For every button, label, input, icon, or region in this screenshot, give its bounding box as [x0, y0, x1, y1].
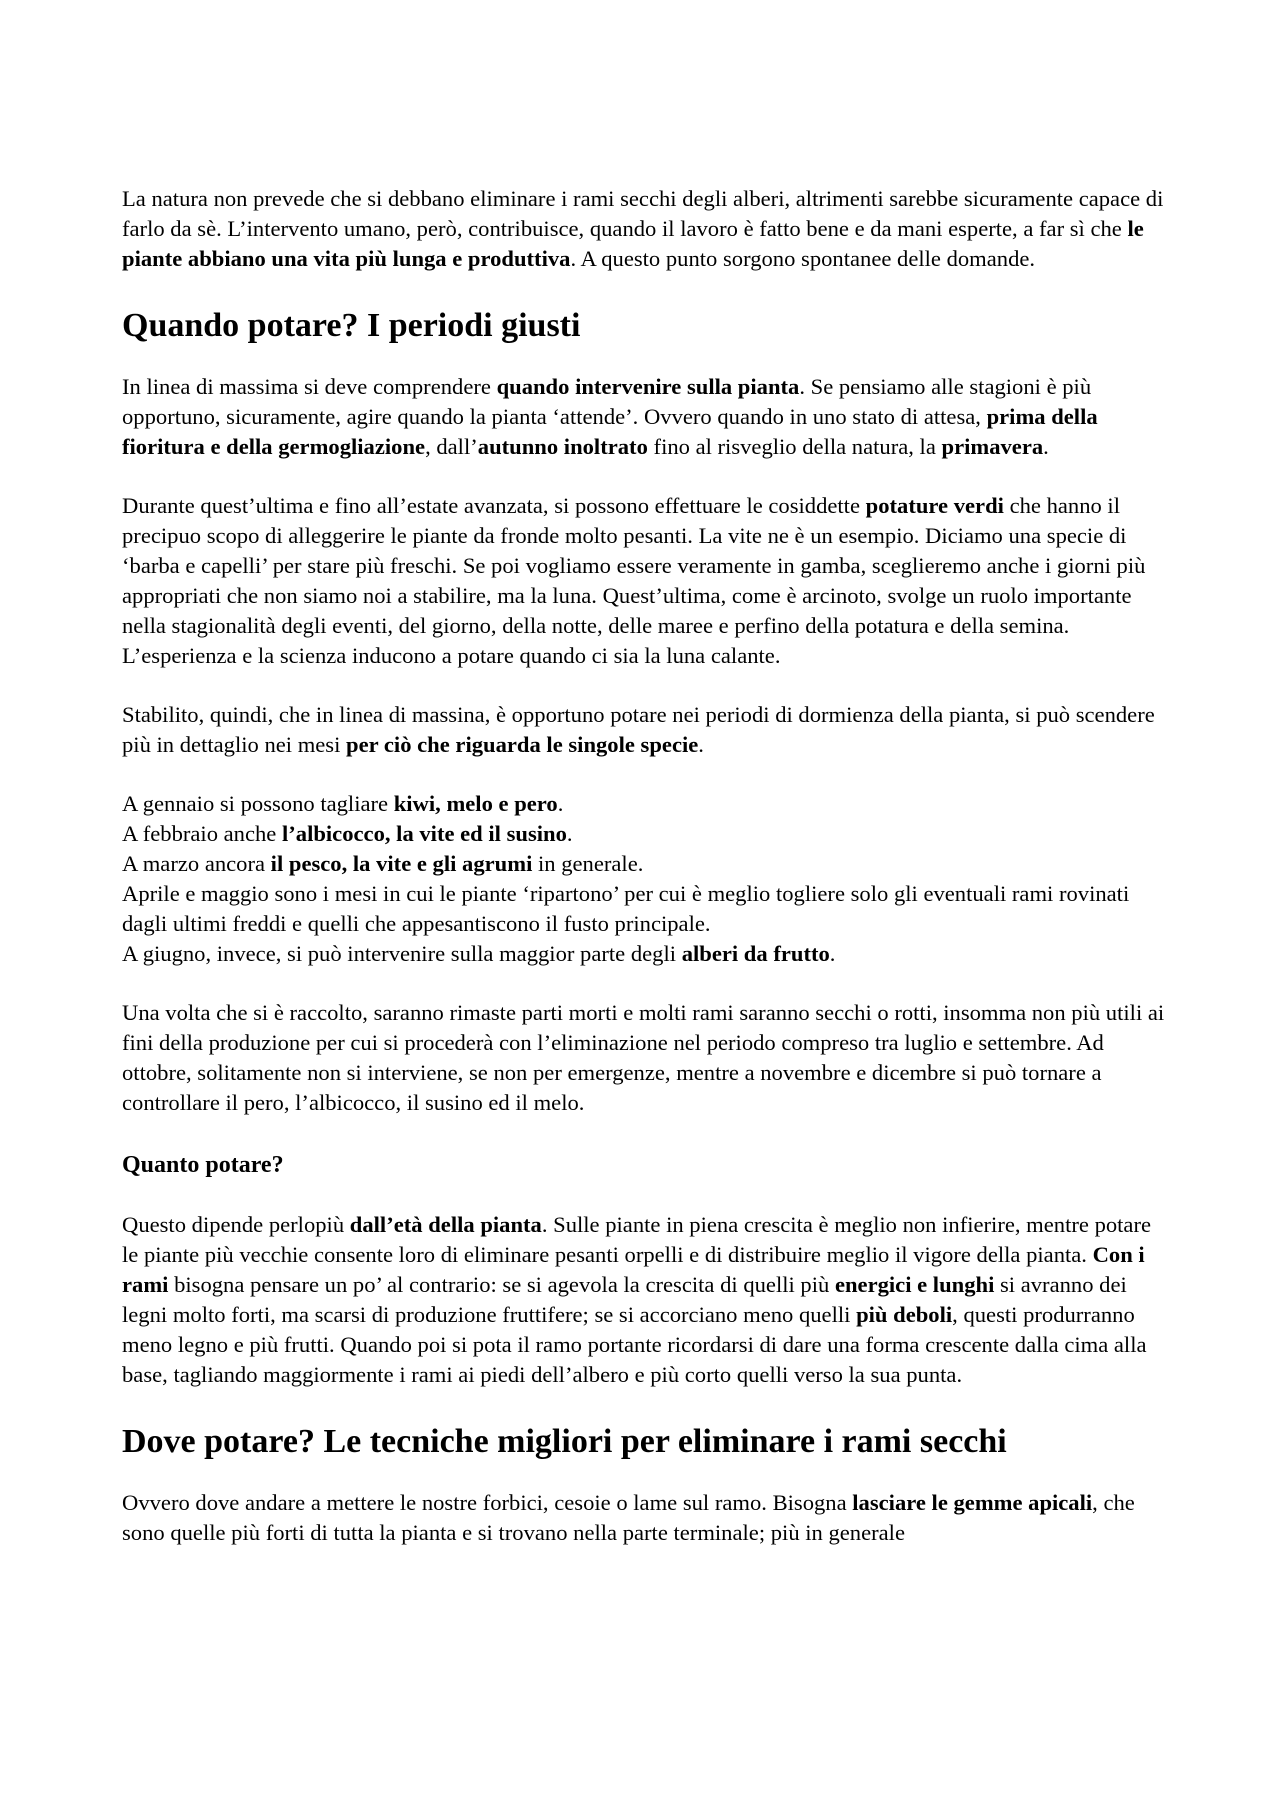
paragraph: In linea di massima si deve comprendere quando intervenire sulla pianta. Se pensiamo alle stagioni è più opportuno, sicuramente, agire quando la pianta ‘attende’. Ovvero quando in uno stato di attesa, prima della fioritura e della germogliazione, dall’autunno inoltrato fino al risveglio della natura, la primavera.	[122, 374, 1098, 459]
section-heading-quando: Quando potare? I periodi giusti	[122, 307, 581, 344]
paragraph: Stabilito, quindi, che in linea di massina, è opportuno potare nei periodi di dormienza della pianta, si può scendere più in dettaglio nei mesi per ciò che riguarda le singole specie.	[122, 702, 1155, 757]
paragraph: Durante quest’ultima e fino all’estate avanzata, si possono effettuare le cosiddette potature verdi che hanno il precipuo scopo di alleggerire le piante da fronde molto pesanti. La vite ne è un esempio. Diciamo una specie di ‘barba e capelli’ per stare più freschi. Se poi vogliamo essere veramente in gamba, sceglieremo anche i giorni più appropriati che non siamo noi a stabilire, ma la luna. Quest’ultima, come è arcinoto, svolge un ruolo importante nella stagionalità degli eventi, del giorno, della notte, delle maree e perfino della potatura e della semina. L’esperienza e la scienza inducono a potare quando ci sia la luna calante.	[122, 493, 1146, 668]
section-heading-quanto: Quanto potare?	[122, 1152, 284, 1178]
document-page	[122, 184, 1166, 1548]
text: La natura non prevede che si debbano eliminare i rami secchi degli alberi, altrimenti sarebbe sicuramente capace di farlo da sè. L’intervento umano, però, contribuisce, quando il lavoro è fatto bene e da mani esperte, a far sì che	[122, 186, 1164, 241]
section-heading-dove: Dove potare? Le tecniche migliori per eliminare i rami secchi	[122, 1423, 1007, 1460]
paragraph: Ovvero dove andare a mettere le nostre forbici, cesoie o lame sul ramo. Bisogna lasciare le gemme apicali, che sono quelle più forti di tutta la pianta e si trovano nella parte terminale; più in generale	[122, 1490, 1135, 1545]
months-list: A gennaio si possono tagliare kiwi, melo e pero. A febbraio anche l’albicocco, la vite ed il susino. A marzo ancora il pesco, la vite e gli agrumi in generale. Aprile e maggio sono i mesi in cui le piante ‘ripartono’ per cui è meglio togliere solo gli eventuali rami rovinati dagli ultimi freddi e quelli che appesantiscono il fusto principale. A giugno, invece, si può intervenire sulla maggior parte degli alberi da frutto.	[122, 791, 1130, 966]
paragraph: Questo dipende perlopiù dall’età della pianta. Sulle piante in piena crescita è meglio non infierire, mentre potare le piante più vecchie consente loro di eliminare pesanti orpelli e di distribuire meglio il vigore della pianta. Con i rami bisogna pensare un po’ al contrario: se si agevola la crescita di quelli più energici e lunghi si avranno dei legni molto forti, ma scarsi di produzione fruttifere; se si accorciano meno quelli più deboli, questi produrranno meno legno e più frutti. Quando poi si pota il ramo portante ricordarsi di dare una forma crescente dalla cima alla base, tagliando maggiormente i rami ai piedi dell’albero e più corto quelli verso la sua punta.	[122, 1212, 1152, 1387]
paragraph: Una volta che si è raccolto, saranno rimaste parti morti e molti rami saranno secchi o rotti, insomma non più utili ai fini della produzione per cui si procederà con l’eliminazione nel periodo compreso tra luglio e settembre. Ad ottobre, solitamente non si interviene, se non per emergenze, mentre a novembre e dicembre si può tornare a controllare il pero, l’albicocco, il susino ed il melo.	[122, 1000, 1165, 1115]
intro-paragraph	[122, 184, 1166, 274]
text: . A questo punto sorgono spontanee delle domande.	[570, 246, 1036, 271]
bold-text: le piante abbiano una vita più lunga e produttiva	[122, 216, 1144, 271]
